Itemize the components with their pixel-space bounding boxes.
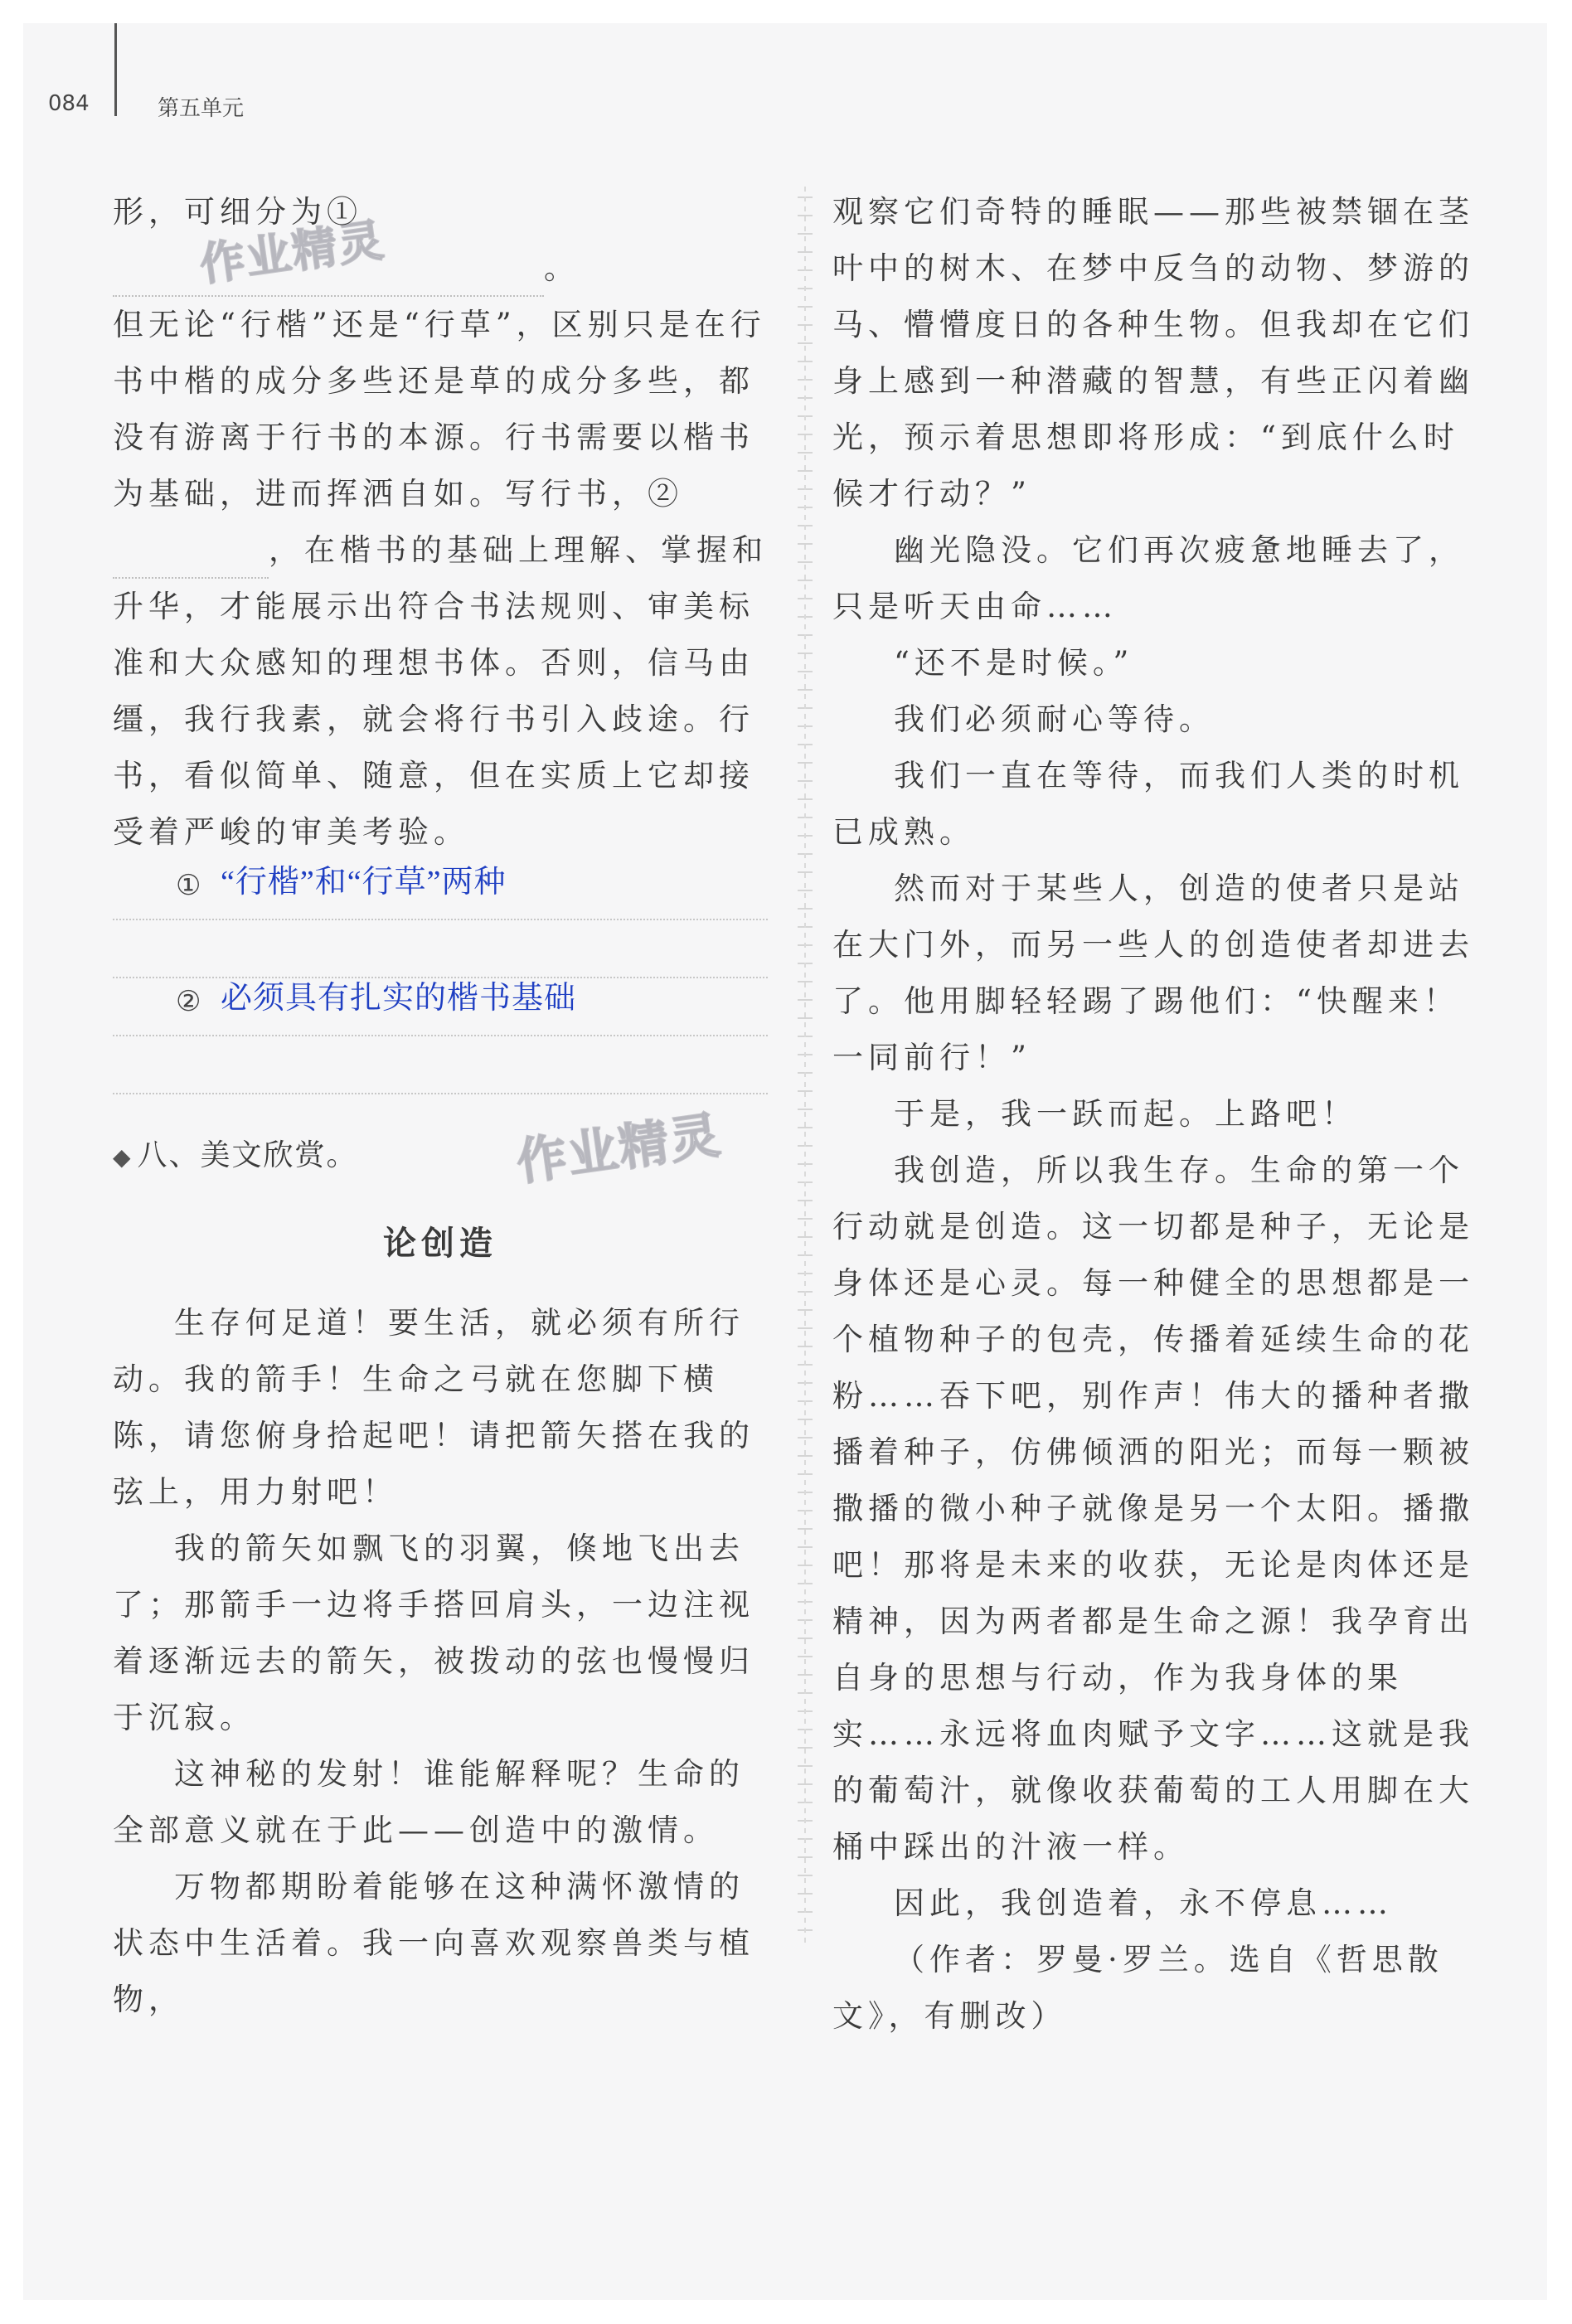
page-number: 084 [48,91,90,116]
essay-paragraph: 观察它们奇特的睡眠——那些被禁锢在茎叶中的树木、在梦中反刍的动物、梦游的马、懵懵度日的各种生物。但我却在它们身上感到一种潜藏的智慧，有些正闪着幽光，预示着思想即将形成：“到底什么时候才行动？” [832,194,1474,512]
fill-blank-1 [113,264,544,297]
exercise-line [113,184,768,297]
exercise-text: 但无论“行楷”还是“行草”，区别只是在行书中楷的成分多些还是草的成分多些，都没有游离于行书的本源。行书需要以楷书为基础，进而挥洒自如。写行书，② [113,307,766,512]
answer-row-1 [113,862,768,920]
answer-text-2: 必须具有扎实的楷书基础 [221,981,577,1016]
essay-paragraph: 我们一直在等待，而我们人类的时机已成熟。 [832,758,1464,850]
essay-title: 论创造 [383,1225,497,1263]
unit-title: 第五单元 [158,96,245,121]
column-divider [798,187,813,1944]
section-heading [113,1128,768,1186]
essay-paragraph: 万物都期盼着能够在这种满怀激情的状态中生活着。我一向喜欢观察兽类与植物， [113,1869,754,2017]
essay-paragraph: 因此，我创造着，永不停息…… [894,1885,1393,1921]
exercise-text-end: 。 [544,250,580,286]
section-title: 八、美文欣赏。 [137,1138,358,1172]
essay-citation: （作者：罗曼·罗兰。选自《哲思散文》，有删改） [832,1942,1443,2034]
right-column [832,184,1487,2045]
essay-paragraph: 于是，我一跃而起。上路吧！ [894,1096,1357,1132]
essay-paragraph: 我创造，所以我生存。生命的第一个行动就是创造。这一切都是种子，无论是身体还是心灵。每一种健全的思想都是一个植物种子的包壳，传播着延续生命的花粉……吞下吧，别作声！伟大的播种者撒播着种子，仿佛倾洒的阳光；而每一颗被撒播的微小种子就像是另一个太阳。播撒吧！那将是未来的收获，无论是肉体还是精神，因为两者都是生命之源！我孕育出自身的思想与行动，作为我身体的果实……永远将血肉赋予文字……这就是我的葡萄汁，就像收获葡萄的工人用脚在大桶中踩出的汁液一样。 [832,1152,1474,1865]
watermark-logo: 作业精灵 [513,1106,725,1192]
watermark-logo: 作业精灵 [196,213,388,292]
answer-area [113,862,768,1094]
left-column [113,184,768,2028]
header-rule [114,23,117,116]
fill-blank-2 [113,546,269,579]
diamond-bullet-icon: ◆ [113,1143,133,1171]
essay-paragraph: 这神秘的发射！谁能解释呢？生命的全部意义就在于此——创造中的激情。 [113,1756,745,1848]
answer-number-2: ② [176,985,206,1018]
essay-paragraph: “还不是时候。” [894,645,1134,681]
exercise-paragraph [113,522,768,861]
answer-number-1: ① [176,869,206,902]
essay-paragraph: 生存何足道！要生活，就必须有所行动。我的箭手！生命之弓就在您脚下横陈，请您俯身拾起吧！请把箭矢搭在我的弦上，用力射吧！ [113,1305,754,1510]
answer-text-1: “行楷”和“行草”两种 [221,865,507,900]
exercise-paragraph [113,297,768,522]
essay-paragraph: 幽光隐没。它们再次疲惫地睡去了，只是听天由命…… [832,532,1464,624]
answer-row-blank [113,1036,768,1094]
exercise-text: ，在楷书的基础上理解、掌握和升华，才能展示出符合书法规则、审美标准和大众感知的理想书体。否则，信马由缰，我行我素，就会将行书引入歧途。行书，看似简单、随意，但在实质上它却接受着严峻的审美考验。 [113,532,768,850]
answer-row-2 [113,978,768,1036]
essay-paragraph: 我的箭矢如飘飞的羽翼，倏地飞出去了；那箭手一边将手搭回肩头，一边注视着逐渐远去的箭矢，被拨动的弦也慢慢归于沉寂。 [113,1531,754,1735]
essay-paragraph: 我们必须耐心等待。 [894,701,1215,737]
essay-paragraph: 然而对于某些人，创造的使者只是站在大门外，而另一些人的创造使者却进去了。他用脚轻轻踢了踢他们：“快醒来！一同前行！” [832,871,1474,1075]
exercise-text: 形，可细分为① [113,194,362,230]
